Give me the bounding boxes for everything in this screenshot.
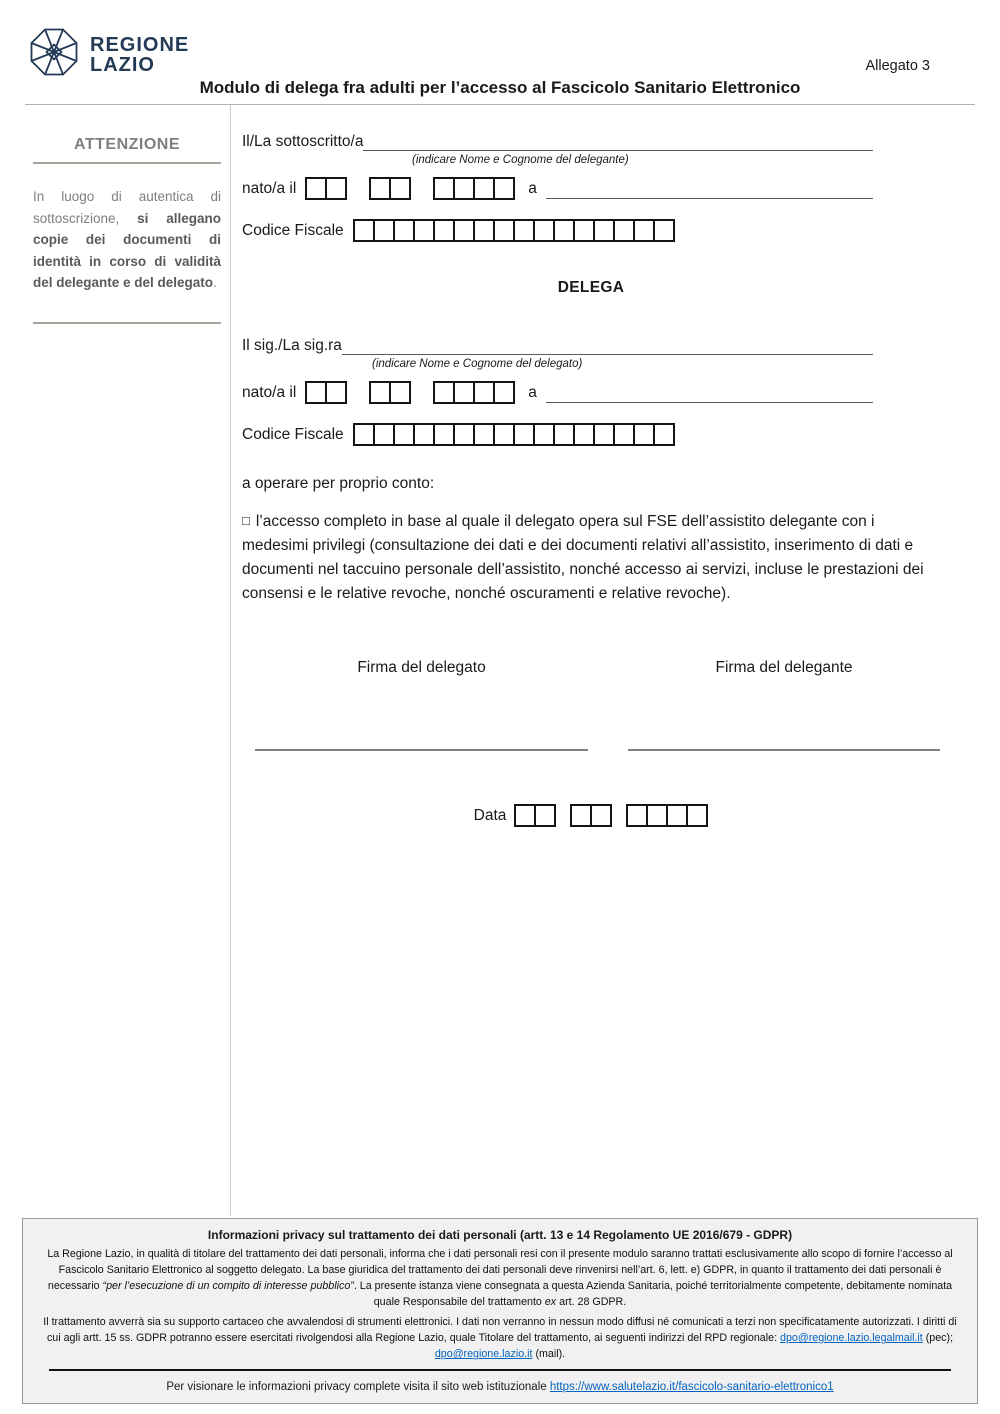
attention-note <box>33 186 221 294</box>
delegate-birthdate-label: nato/a il <box>242 383 297 401</box>
regione-lazio-logo <box>30 28 189 81</box>
privacy-paragraph-1 <box>37 1246 963 1310</box>
privacy-site-link[interactable]: https://www.salutelazio.it/fascicolo-sanitario-elettronico1 <box>549 1381 834 1394</box>
delegator-name-field[interactable] <box>363 132 873 151</box>
logo-text <box>90 35 189 75</box>
access-checkbox[interactable]: □ <box>242 513 250 528</box>
privacy-box <box>22 1218 978 1404</box>
privacy-footer-text: Per visionare le informazioni privacy complete visita il sito web istituzionale <box>166 1381 550 1394</box>
delega-heading: DELEGA <box>557 279 625 296</box>
privacy-p1-text-a: La Regione Lazio, in qualità di titolare del trattamento dei dati personali, informa che i dati personali resi con il presente modulo saranno trattati esclusivamente allo scopo di fornire l’accesso al Fascicolo Sanitario Elettronico al soggetto delegato. La base giuridica del trattamento dei dati personali deve rinvenirsi nell’art. 6, lett. e) GDPR, in quanto il trattamento dei dati personali è necessario <box>47 1248 953 1293</box>
attention-note-normal: In luogo di autentica di sottoscrizione, <box>33 189 221 226</box>
date-boxes[interactable] <box>514 804 708 827</box>
delegate-birthplace-label: a <box>528 383 537 401</box>
access-option <box>242 510 940 606</box>
delegate-signature-label: Firma del delegato <box>357 659 486 677</box>
privacy-p2-text-b: (pec); <box>922 1332 954 1345</box>
delegate-name-label: Il sig./La sig.ra <box>242 337 342 354</box>
attention-note-period: . <box>213 275 217 291</box>
privacy-rule <box>49 1369 951 1371</box>
delegator-birthplace-field[interactable] <box>546 180 873 199</box>
delegate-birthplace-field[interactable] <box>546 384 873 403</box>
delegate-birthdate-boxes[interactable] <box>305 381 515 404</box>
delegator-birthdate-boxes[interactable] <box>305 177 515 200</box>
signature-lines-row <box>242 749 940 751</box>
delegate-birth-row <box>242 381 873 404</box>
delegate-cf-row <box>242 423 873 446</box>
delegator-signature-line[interactable] <box>628 749 940 751</box>
delegator-cf-boxes[interactable] <box>353 219 675 242</box>
delegator-name-label: Il/La sottoscritto/a <box>242 133 364 150</box>
privacy-p1-ex: ex <box>544 1296 557 1309</box>
privacy-footer <box>37 1381 963 1393</box>
delegator-name-hint: (indicare Nome e Cognome del delegante) <box>412 154 629 166</box>
delegator-birthdate-label: nato/a il <box>242 179 297 197</box>
page-title: Modulo di delega fra adulti per l’accesso al Fascicolo Sanitario Elettronico <box>199 78 801 97</box>
privacy-p1-text-e: art. 28 GDPR. <box>556 1296 627 1309</box>
delegate-cf-boxes[interactable] <box>353 423 675 446</box>
privacy-title: Informazioni privacy sul trattamento dei dati personali (artt. 13 e 14 Regolamento UE 2016/679 - GDPR) <box>207 1228 793 1242</box>
privacy-p2-text-a: Il trattamento avverrà sia su supporto cartaceo che avvalendosi di strumenti elettronici. I dati non verranno in nessun modo diffusi né comunicati a terzi non specificatamente autorizzati. I diritti di cui agli artt. 15 ss. GDPR potranno essere esercitati rivolgendosi alla Regione Lazio, quale Titolare del trattamento, ai seguenti indirizzi del RPD regionale: <box>43 1316 957 1345</box>
delegator-cf-row <box>242 219 873 242</box>
delegate-cf-label: Codice Fiscale <box>242 425 344 443</box>
privacy-paragraph-2 <box>37 1314 963 1362</box>
access-option-text: l’accesso completo in base al quale il delegato opera sul FSE dell’assistito delegante con i medesimi privilegi (consultazione dei dati e dei documenti relativi all’assistito, inserimento di dati e documenti nel taccuino personale dell’assistito, nonché accesso ai servizi, incluse le prestazioni dei consensi e le relative revoche, nonché oscuramenti e relative revoche). <box>242 513 924 603</box>
delegate-name-hint: (indicare Nome e Cognome del delegato) <box>372 358 583 370</box>
delegator-birthplace-label: a <box>528 179 537 197</box>
allegato-label: Allegato 3 <box>865 58 930 74</box>
header <box>0 0 1000 105</box>
logo-text-lazio: LAZIO <box>90 53 155 76</box>
operate-line: a operare per proprio conto: <box>242 475 435 492</box>
attention-panel <box>0 105 231 1216</box>
delegate-signature-line[interactable] <box>255 749 588 751</box>
signature-labels-row <box>242 659 940 677</box>
body-columns <box>0 105 1000 1216</box>
privacy-p1-text-c: . La presente istanza viene consegnata a questa Azienda Sanitaria, poiché territorialmente competente, debitamente nominata quale Responsabile del trattamento <box>353 1280 953 1309</box>
attention-note-bold: si allegano copie dei documenti di identità in corso di validità del delegante e del delegato <box>33 210 221 291</box>
attention-heading: ATTENZIONE <box>73 136 181 153</box>
delegator-signature-label: Firma del delegante <box>715 659 853 677</box>
title-rule <box>25 104 975 105</box>
privacy-pec-link[interactable]: dpo@regione.lazio.legalmail.it <box>780 1332 923 1345</box>
regione-lazio-octagon-icon <box>30 28 78 81</box>
attention-rule <box>33 162 221 164</box>
logo-text-regione: REGIONE <box>90 33 190 56</box>
date-label: Data <box>473 806 507 824</box>
delegate-name-row <box>242 336 873 355</box>
delegator-birth-row <box>242 177 873 200</box>
delegator-name-row <box>242 132 873 151</box>
date-row <box>242 804 940 827</box>
attention-bottom-rule <box>33 322 221 324</box>
privacy-p1-quote: “per l’esecuzione di un compito di interesse pubblico” <box>102 1280 354 1293</box>
privacy-mail-link[interactable]: dpo@regione.lazio.it <box>434 1348 533 1361</box>
form-main <box>231 105 1000 1216</box>
privacy-p2-text-c: (mail). <box>532 1348 566 1361</box>
delegator-cf-label: Codice Fiscale <box>242 221 344 239</box>
delegate-name-field[interactable] <box>342 336 873 355</box>
